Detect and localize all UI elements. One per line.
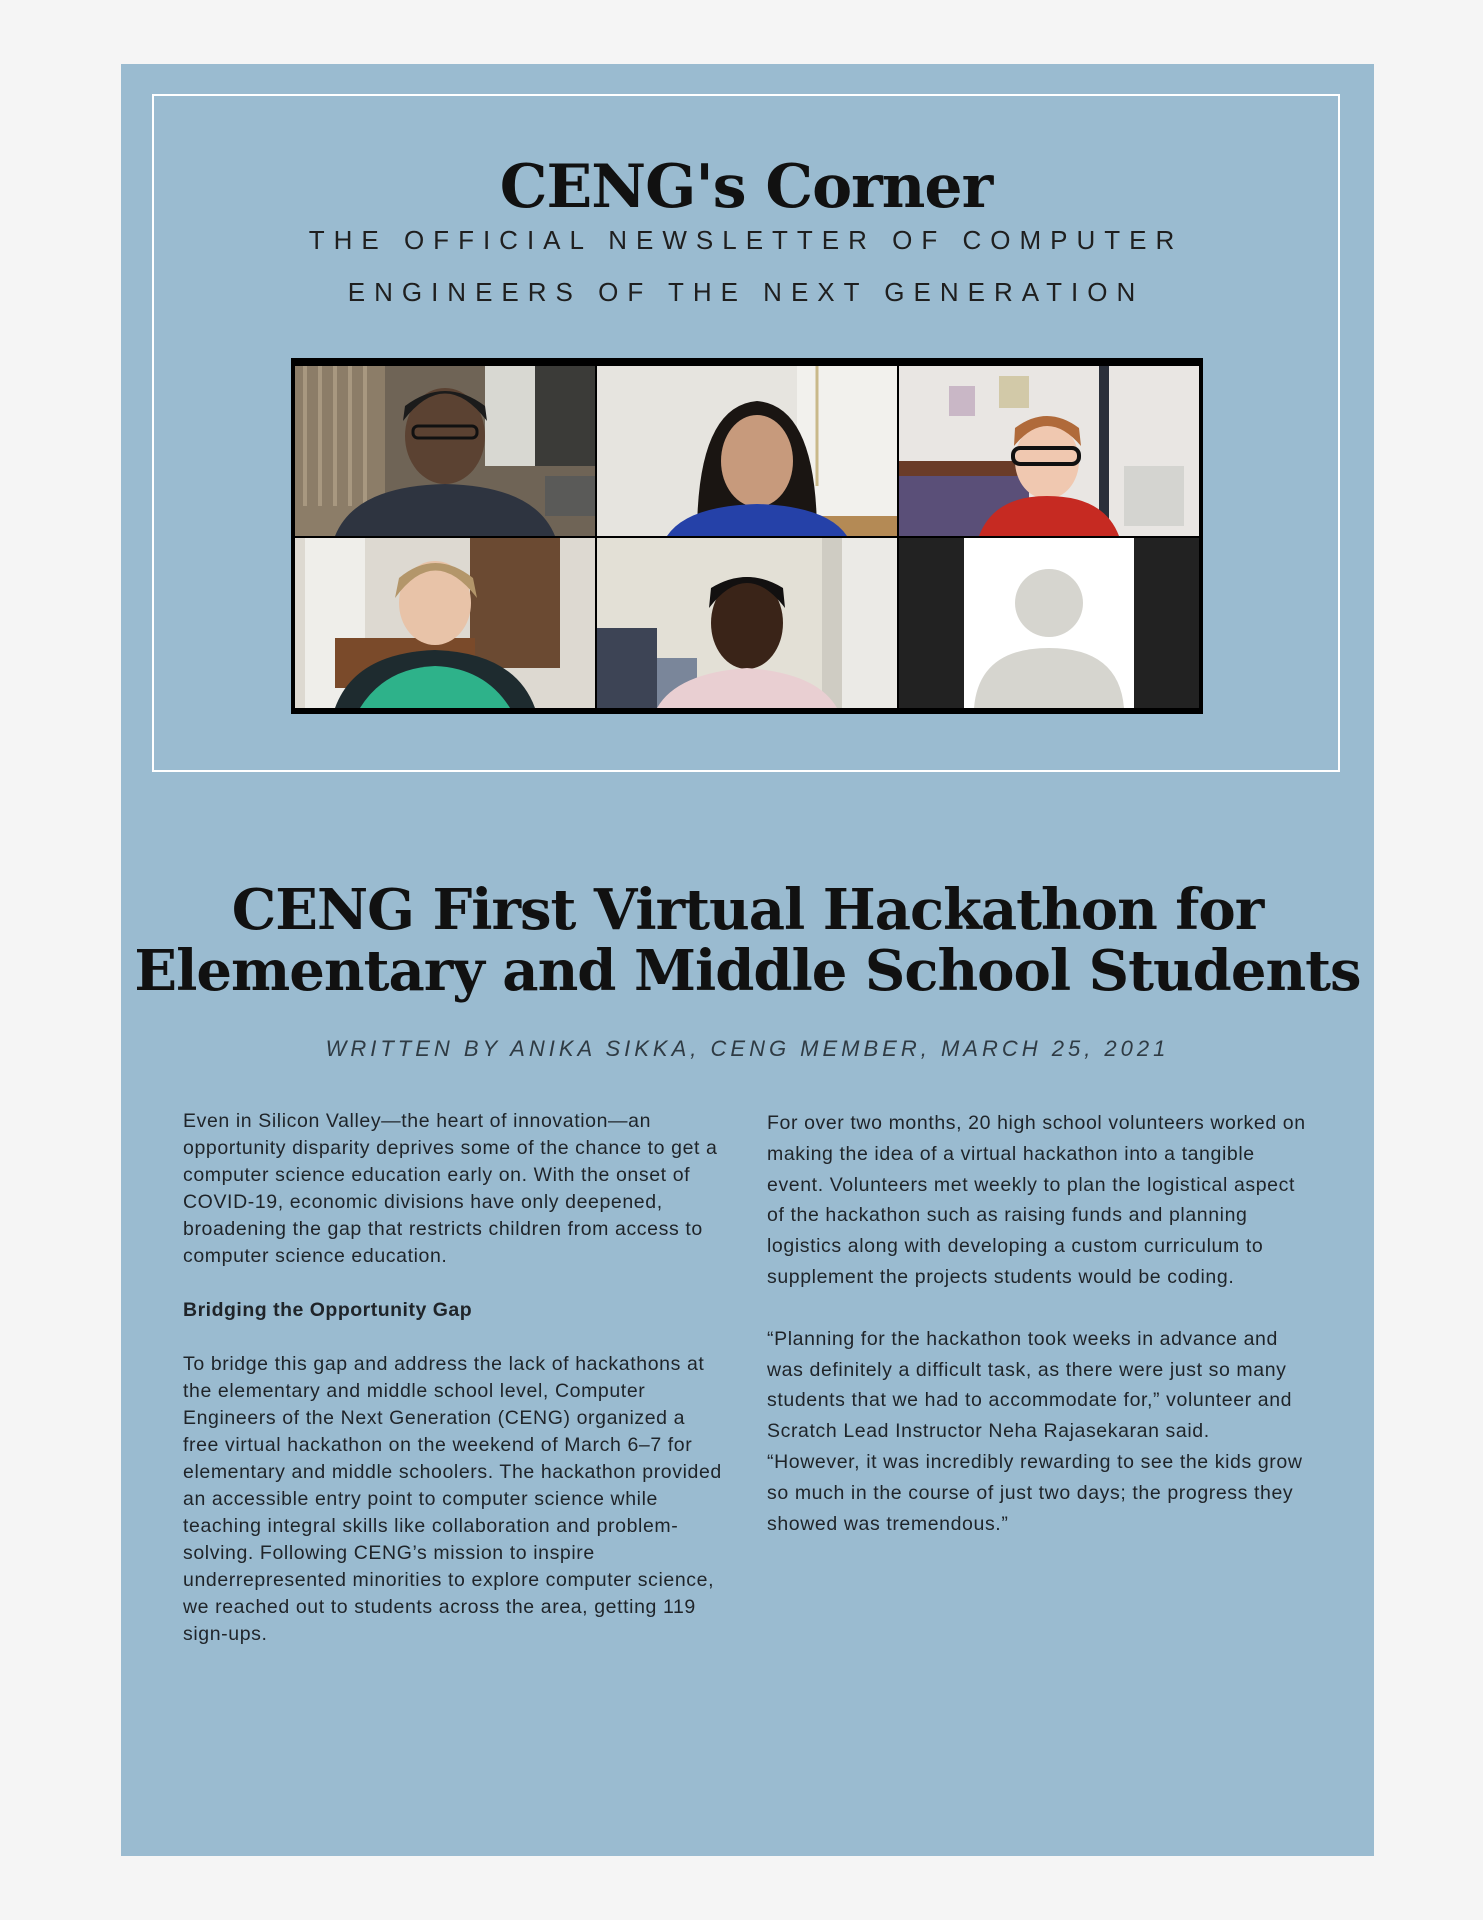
participant-tile-6 <box>899 538 1199 708</box>
paragraph-volunteers: For over two months, 20 high school volunteers worked on making the idea of a virtual hackathon into a tangible event. Volunteers met weekly to plan the logistical aspect of the hackathon such as raising funds and planning logistics along with developing a custom curriculum to supplement the projects students would be coding. <box>767 1112 1306 1288</box>
newsletter-page <box>121 64 1374 1856</box>
participant-image-2 <box>597 366 897 536</box>
subtitle-line-2: ENGINEERS OF THE NEXT GENERATION <box>347 277 1145 307</box>
headline-line-2: Elementary and Middle School Students <box>134 938 1361 1004</box>
article-column-left <box>183 1108 723 1648</box>
newsletter-subtitle <box>234 214 1258 318</box>
section-subheading: Bridging the Opportunity Gap <box>183 1299 473 1321</box>
participant-image-1 <box>295 366 595 536</box>
newsletter-title: CENG's Corner <box>499 152 993 222</box>
article-headline <box>121 877 1374 1004</box>
participant-tile-5 <box>597 538 897 708</box>
participant-tile-4 <box>295 538 595 708</box>
participant-tile-1 <box>295 366 595 536</box>
participant-image-4 <box>295 538 595 708</box>
participant-tile-2 <box>597 366 897 536</box>
video-call-photo <box>291 358 1203 714</box>
paragraph-bridge: To bridge this gap and address the lack of hackathons at the elementary and middle school level, Computer Engineers of the Next Generation (CENG) organized a free virtual hackathon on the weekend of March 6–7 for elementary and middle schoolers. The hackathon provided an accessible entry point to computer science while teaching integral skills like collaboration and problem-solving. Following CENG’s mission to inspire underrepresented minorities to explore computer science, we reached out to students across the area, getting 119 sign-ups. <box>183 1353 722 1645</box>
paragraph-intro: Even in Silicon Valley—the heart of innovation—an opportunity disparity deprives some of the chance to get a computer science education early on. With the onset of COVID-19, economic divisions have only deepened, broadening the gap that restricts children from access to computer science education. <box>183 1110 718 1267</box>
participant-tile-3 <box>899 366 1199 536</box>
headline-line-1: CENG First Virtual Hackathon for <box>231 877 1264 943</box>
subtitle-line-1: THE OFFICIAL NEWSLETTER OF COMPUTER <box>308 225 1184 255</box>
participant-avatar-placeholder <box>899 538 1199 708</box>
article-byline: WRITTEN BY ANIKA SIKKA, CENG MEMBER, MARCH 25, 2021 <box>325 1036 1170 1061</box>
paragraph-quote: “Planning for the hackathon took weeks in advance and was definitely a difficult task, as there were just so many students that we had to accommodate for,” volunteer and Scratch Lead Instructor Neha Rajasekaran said. “However, it was incredibly rewarding to see the kids grow so much in the course of just two days; the progress they showed was tremendous.” <box>767 1327 1303 1535</box>
masthead <box>152 94 1340 772</box>
participant-image-3 <box>899 366 1199 536</box>
participant-image-5 <box>597 538 897 708</box>
article-column-right <box>767 1108 1307 1539</box>
